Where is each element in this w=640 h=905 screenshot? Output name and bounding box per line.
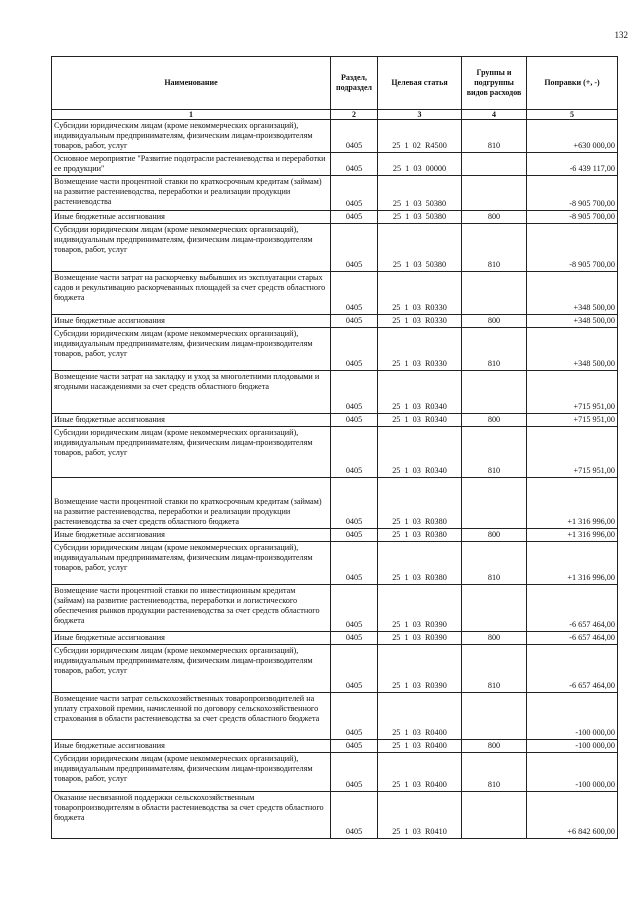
row-group: 800 bbox=[462, 315, 527, 328]
row-group: 800 bbox=[462, 414, 527, 427]
row-amount: -8 905 700,00 bbox=[527, 211, 618, 224]
row-amount: -100 000,00 bbox=[527, 693, 618, 740]
row-section: 0405 bbox=[331, 427, 378, 478]
header-name: Наименование bbox=[52, 57, 331, 110]
row-section: 0405 bbox=[331, 315, 378, 328]
table-row bbox=[52, 328, 618, 371]
row-target: 25 1 03 50380 bbox=[378, 176, 462, 211]
column-number: 2 bbox=[331, 110, 378, 120]
row-target: 25 1 03 R0390 bbox=[378, 645, 462, 693]
column-number: 5 bbox=[527, 110, 618, 120]
row-group bbox=[462, 272, 527, 315]
row-section: 0405 bbox=[331, 792, 378, 839]
row-amount: +6 842 600,00 bbox=[527, 792, 618, 839]
row-name: Возмещение части затрат на закладку и уход за многолетними плодовыми и ягодными насаждениями за счет средств областного бюджета bbox=[52, 371, 331, 414]
row-section: 0405 bbox=[331, 693, 378, 740]
row-section: 0405 bbox=[331, 478, 378, 529]
row-target: 25 1 03 R0340 bbox=[378, 371, 462, 414]
table-row bbox=[52, 153, 618, 176]
row-group: 800 bbox=[462, 632, 527, 645]
row-target: 25 1 03 R0380 bbox=[378, 542, 462, 585]
column-number: 3 bbox=[378, 110, 462, 120]
row-target: 25 1 03 R0380 bbox=[378, 478, 462, 529]
row-group: 810 bbox=[462, 427, 527, 478]
row-section: 0405 bbox=[331, 529, 378, 542]
row-group bbox=[462, 371, 527, 414]
header-amendment: Поправки (+, -) bbox=[527, 57, 618, 110]
row-name: Основное мероприятие "Развитие подотрасли растениеводства и переработки ее продукции" bbox=[52, 153, 331, 176]
row-amount: -8 905 700,00 bbox=[527, 176, 618, 211]
row-amount: +715 951,00 bbox=[527, 414, 618, 427]
row-name: Субсидии юридическим лицам (кроме некоммерческих организаций), индивидуальным предпринимателям, физическим лицам-производителям товаров, работ, услуг bbox=[52, 645, 331, 693]
row-section: 0405 bbox=[331, 645, 378, 693]
column-number: 1 bbox=[52, 110, 331, 120]
table-row bbox=[52, 478, 618, 529]
row-target: 25 1 03 R0390 bbox=[378, 632, 462, 645]
row-name: Возмещение части затрат на раскорчевку выбывших из эксплуатации старых садов и рекультивацию раскорчеванных площадей за счет средств областного бюджета bbox=[52, 272, 331, 315]
table-row bbox=[52, 792, 618, 839]
row-amount: +715 951,00 bbox=[527, 371, 618, 414]
row-amount: -6 657 464,00 bbox=[527, 585, 618, 632]
row-section: 0405 bbox=[331, 585, 378, 632]
row-group bbox=[462, 478, 527, 529]
row-name: Возмещение части процентной ставки по краткосрочным кредитам (займам) на развитие растениеводства, переработки и реализации продукции растениеводства bbox=[52, 176, 331, 211]
row-name: Субсидии юридическим лицам (кроме некоммерческих организаций), индивидуальным предпринимателям, физическим лицам-производителям товаров, работ, услуг bbox=[52, 427, 331, 478]
row-target: 25 1 03 R0330 bbox=[378, 315, 462, 328]
table-row bbox=[52, 645, 618, 693]
table-row bbox=[52, 693, 618, 740]
row-name: Субсидии юридическим лицам (кроме некоммерческих организаций), индивидуальным предпринимателям, физическим лицам-производителям товаров, работ, услуг bbox=[52, 224, 331, 272]
table-row bbox=[52, 632, 618, 645]
row-group bbox=[462, 792, 527, 839]
row-group bbox=[462, 693, 527, 740]
row-amount: +715 951,00 bbox=[527, 427, 618, 478]
table-header-row bbox=[52, 57, 618, 110]
row-group: 800 bbox=[462, 211, 527, 224]
row-target: 25 1 03 R0410 bbox=[378, 792, 462, 839]
row-section: 0405 bbox=[331, 371, 378, 414]
row-group: 810 bbox=[462, 120, 527, 153]
table-row bbox=[52, 414, 618, 427]
row-group: 810 bbox=[462, 645, 527, 693]
header-target: Целевая статья bbox=[378, 57, 462, 110]
row-amount: +1 316 996,00 bbox=[527, 478, 618, 529]
table-row bbox=[52, 315, 618, 328]
row-amount: -100 000,00 bbox=[527, 753, 618, 792]
row-name: Возмещение части процентной ставки по инвестиционным кредитам (займам) на развитие растениеводства, переработки и логистического обеспечения рынков продукции растениеводства за счет средств областного бюджета bbox=[52, 585, 331, 632]
table-row bbox=[52, 211, 618, 224]
row-target: 25 1 03 R0340 bbox=[378, 414, 462, 427]
row-amount: -6 657 464,00 bbox=[527, 645, 618, 693]
table-row bbox=[52, 585, 618, 632]
row-section: 0405 bbox=[331, 176, 378, 211]
row-amount: -100 000,00 bbox=[527, 740, 618, 753]
row-section: 0405 bbox=[331, 753, 378, 792]
row-section: 0405 bbox=[331, 224, 378, 272]
row-target: 25 1 03 R0330 bbox=[378, 272, 462, 315]
row-name: Иные бюджетные ассигнования bbox=[52, 740, 331, 753]
row-target: 25 1 03 R0330 bbox=[378, 328, 462, 371]
page-number: 132 bbox=[614, 30, 628, 40]
row-group: 800 bbox=[462, 529, 527, 542]
row-name: Субсидии юридическим лицам (кроме некоммерческих организаций), индивидуальным предпринимателям, физическим лицам-производителям товаров, работ, услуг bbox=[52, 120, 331, 153]
row-target: 25 1 03 00000 bbox=[378, 153, 462, 176]
row-amount: +348 500,00 bbox=[527, 328, 618, 371]
table-row bbox=[52, 753, 618, 792]
row-amount: -6 439 117,00 bbox=[527, 153, 618, 176]
row-group: 810 bbox=[462, 753, 527, 792]
row-target: 25 1 03 50380 bbox=[378, 224, 462, 272]
table-row bbox=[52, 740, 618, 753]
row-group: 810 bbox=[462, 542, 527, 585]
row-section: 0405 bbox=[331, 211, 378, 224]
budget-amendments-table bbox=[51, 56, 618, 839]
row-target: 25 1 03 R0380 bbox=[378, 529, 462, 542]
row-amount: +348 500,00 bbox=[527, 272, 618, 315]
row-section: 0405 bbox=[331, 272, 378, 315]
row-section: 0405 bbox=[331, 120, 378, 153]
row-group: 810 bbox=[462, 224, 527, 272]
row-name: Субсидии юридическим лицам (кроме некоммерческих организаций), индивидуальным предпринимателям, физическим лицам-производителям товаров, работ, услуг bbox=[52, 753, 331, 792]
table-row bbox=[52, 272, 618, 315]
table-row bbox=[52, 542, 618, 585]
row-target: 25 1 03 R0400 bbox=[378, 693, 462, 740]
table-row bbox=[52, 371, 618, 414]
row-group bbox=[462, 176, 527, 211]
header-section: Раздел, подраздел bbox=[331, 57, 378, 110]
row-name: Возмещение части затрат сельскохозяйственных товаропроизводителей на уплату страховой премии, начисленной по договору сельскохозяйственного страхования в области растениеводства за счет средств областного бюджета bbox=[52, 693, 331, 740]
row-target: 25 1 03 50380 bbox=[378, 211, 462, 224]
row-section: 0405 bbox=[331, 542, 378, 585]
row-target: 25 1 03 R0400 bbox=[378, 740, 462, 753]
table-row bbox=[52, 224, 618, 272]
column-number: 4 bbox=[462, 110, 527, 120]
row-name: Возмещение части процентной ставки по краткосрочным кредитам (займам) на развитие растениеводства, переработки и реализации продукции растениеводства за счет средств областного бюджета bbox=[52, 478, 331, 529]
row-group: 810 bbox=[462, 328, 527, 371]
table-row bbox=[52, 176, 618, 211]
row-name: Иные бюджетные ассигнования bbox=[52, 315, 331, 328]
row-name: Иные бюджетные ассигнования bbox=[52, 211, 331, 224]
row-group bbox=[462, 153, 527, 176]
row-name: Иные бюджетные ассигнования bbox=[52, 529, 331, 542]
row-amount: +348 500,00 bbox=[527, 315, 618, 328]
row-name: Иные бюджетные ассигнования bbox=[52, 414, 331, 427]
row-name: Субсидии юридическим лицам (кроме некоммерческих организаций), индивидуальным предпринимателям, физическим лицам-производителям товаров, работ, услуг bbox=[52, 542, 331, 585]
row-amount: -6 657 464,00 bbox=[527, 632, 618, 645]
row-section: 0405 bbox=[331, 414, 378, 427]
row-section: 0405 bbox=[331, 328, 378, 371]
row-target: 25 1 02 R4500 bbox=[378, 120, 462, 153]
row-name: Субсидии юридическим лицам (кроме некоммерческих организаций), индивидуальным предпринимателям, физическим лицам-производителям товаров, работ, услуг bbox=[52, 328, 331, 371]
row-section: 0405 bbox=[331, 153, 378, 176]
row-section: 0405 bbox=[331, 632, 378, 645]
row-target: 25 1 03 R0400 bbox=[378, 753, 462, 792]
row-amount: +630 000,00 bbox=[527, 120, 618, 153]
row-amount: -8 905 700,00 bbox=[527, 224, 618, 272]
row-group bbox=[462, 585, 527, 632]
table-row bbox=[52, 529, 618, 542]
row-amount: +1 316 996,00 bbox=[527, 542, 618, 585]
table-row bbox=[52, 427, 618, 478]
row-name: Оказание несвязанной поддержки сельскохозяйственным товаропроизводителям в области растениеводства за счет средств областного бюджета bbox=[52, 792, 331, 839]
row-section: 0405 bbox=[331, 740, 378, 753]
row-group: 800 bbox=[462, 740, 527, 753]
row-amount: +1 316 996,00 bbox=[527, 529, 618, 542]
table-row bbox=[52, 120, 618, 153]
row-target: 25 1 03 R0340 bbox=[378, 427, 462, 478]
row-target: 25 1 03 R0390 bbox=[378, 585, 462, 632]
column-number-row bbox=[52, 110, 618, 120]
row-name: Иные бюджетные ассигнования bbox=[52, 632, 331, 645]
header-group: Группы и подгруппы видов расходов bbox=[462, 57, 527, 110]
